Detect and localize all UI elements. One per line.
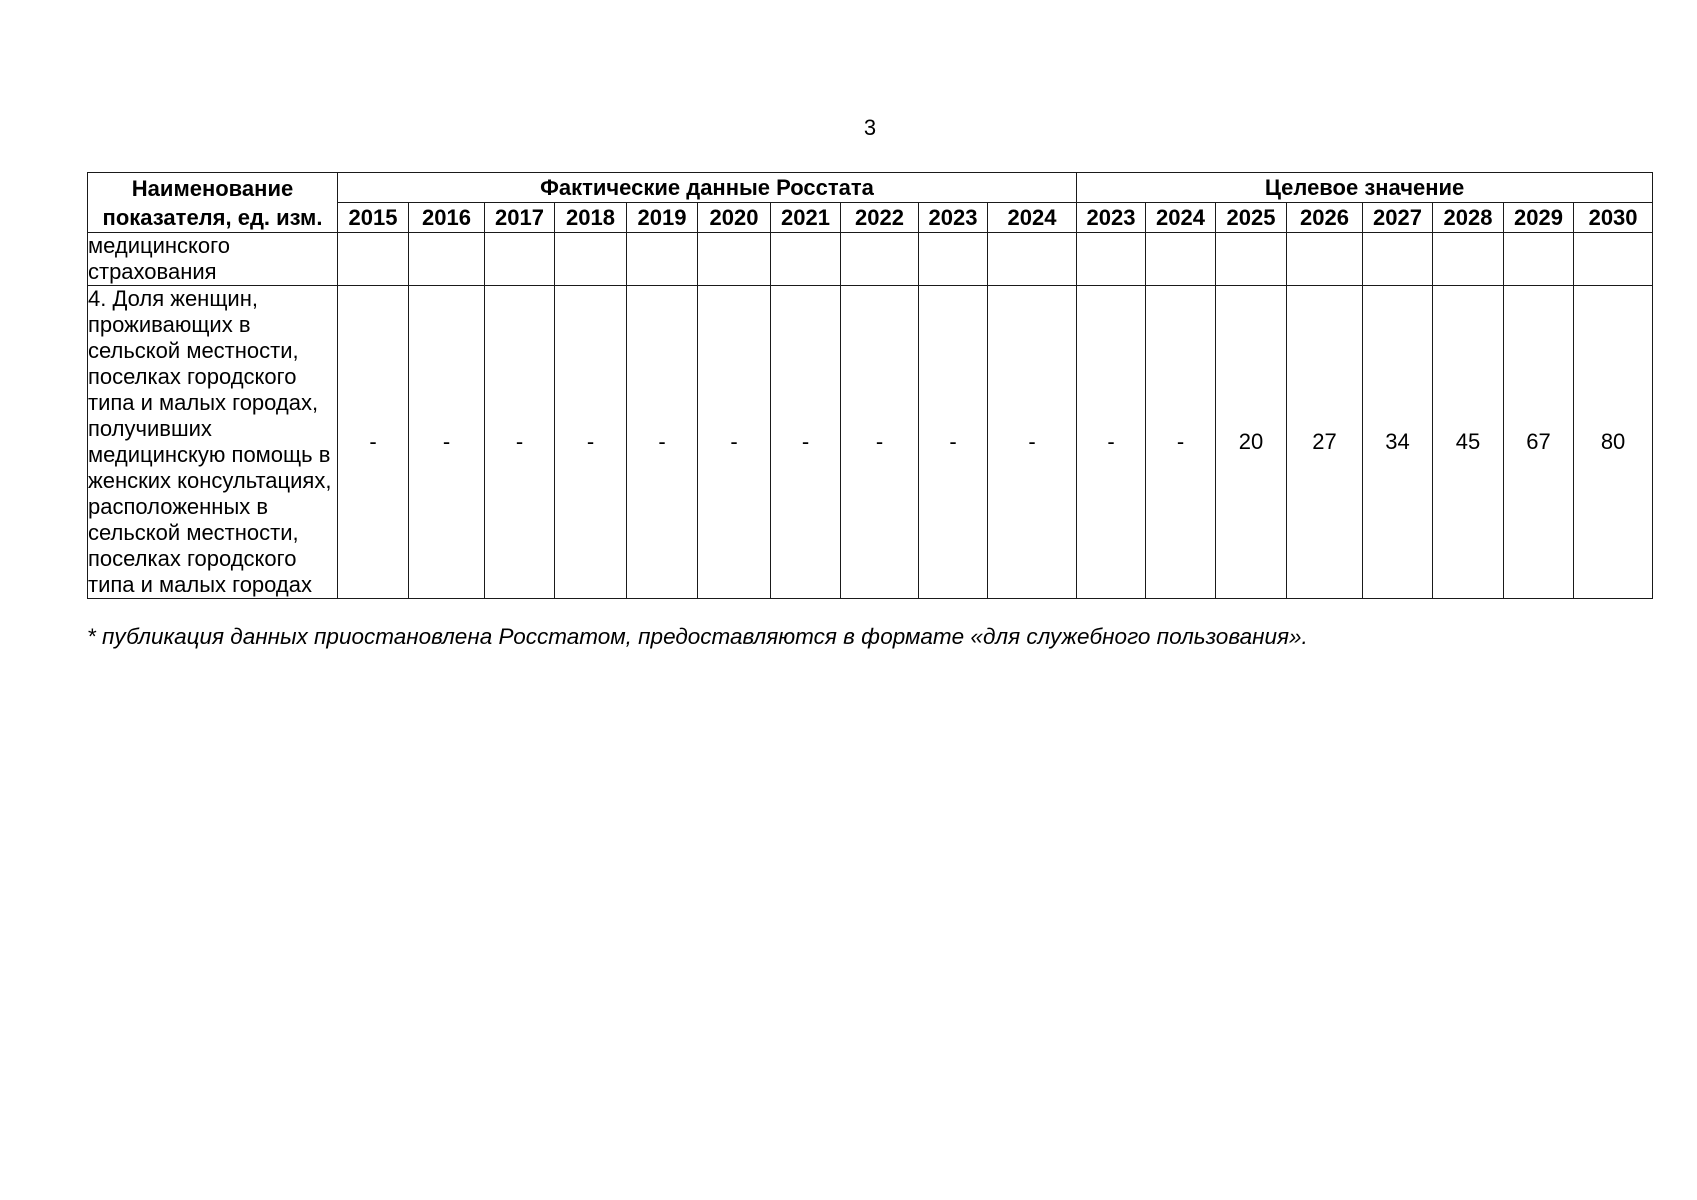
indicator-name-header: Наименование показателя, ед. изм. (88, 173, 338, 233)
year-header-target: 2028 (1433, 203, 1504, 233)
target-value-cell: 80 (1574, 286, 1653, 599)
actual-value-cell (841, 233, 919, 286)
target-value-cell (1077, 233, 1146, 286)
actual-value-cell: - (485, 286, 555, 599)
year-header-target: 2029 (1504, 203, 1574, 233)
indicator-name-cell: медицинского страхования (88, 233, 338, 286)
target-value-cell: - (1077, 286, 1146, 599)
actual-value-cell (988, 233, 1077, 286)
year-header-actual: 2017 (485, 203, 555, 233)
actual-value-cell: - (698, 286, 771, 599)
year-header-actual: 2021 (771, 203, 841, 233)
year-header-actual: 2019 (627, 203, 698, 233)
footnote: * публикация данных приостановлена Росстатом, предоставляются в формате «для служебного пользования». (87, 624, 1308, 649)
year-header-actual: 2015 (338, 203, 409, 233)
actual-value-cell (555, 233, 627, 286)
target-value-cell (1287, 233, 1363, 286)
year-header-actual: 2016 (409, 203, 485, 233)
year-header-target: 2025 (1216, 203, 1287, 233)
actual-data-group-header: Фактические данные Росстата (338, 173, 1077, 203)
actual-value-cell: - (409, 286, 485, 599)
target-value-cell (1363, 233, 1433, 286)
target-value-cell: 34 (1363, 286, 1433, 599)
target-value-cell (1216, 233, 1287, 286)
target-value-cell: 45 (1433, 286, 1504, 599)
actual-value-cell (771, 233, 841, 286)
target-value-cell: - (1146, 286, 1216, 599)
year-header-target: 2023 (1077, 203, 1146, 233)
target-value-group-header: Целевое значение (1077, 173, 1653, 203)
year-header-actual: 2024 (988, 203, 1077, 233)
year-header-target: 2024 (1146, 203, 1216, 233)
actual-value-cell: - (841, 286, 919, 599)
year-header-target: 2027 (1363, 203, 1433, 233)
actual-value-cell: - (338, 286, 409, 599)
actual-value-cell: - (988, 286, 1077, 599)
actual-value-cell: - (919, 286, 988, 599)
year-header-target: 2026 (1287, 203, 1363, 233)
indicator-name-cell: 4. Доля женщин, проживающих в сельской местности, поселках городского типа и малых городах, получивших медицинскую помощь в женских консультациях, расположенных в сельской местности, поселках городского типа и малых городах (88, 286, 338, 599)
year-header-actual: 2022 (841, 203, 919, 233)
target-value-cell (1433, 233, 1504, 286)
actual-value-cell (485, 233, 555, 286)
actual-value-cell: - (771, 286, 841, 599)
target-value-cell (1504, 233, 1574, 286)
year-header-actual: 2023 (919, 203, 988, 233)
actual-value-cell (698, 233, 771, 286)
table-row (88, 233, 1653, 286)
target-value-cell (1574, 233, 1653, 286)
actual-value-cell (919, 233, 988, 286)
target-value-cell (1146, 233, 1216, 286)
year-header-actual: 2018 (555, 203, 627, 233)
year-header-target: 2030 (1574, 203, 1653, 233)
table-body (88, 233, 1653, 599)
page-number: 3 (863, 115, 877, 140)
actual-value-cell (627, 233, 698, 286)
actual-value-cell (409, 233, 485, 286)
actual-value-cell (338, 233, 409, 286)
indicators-table (87, 172, 1653, 599)
actual-value-cell: - (627, 286, 698, 599)
target-value-cell: 20 (1216, 286, 1287, 599)
actual-value-cell: - (555, 286, 627, 599)
target-value-cell: 67 (1504, 286, 1574, 599)
target-value-cell: 27 (1287, 286, 1363, 599)
table-row (88, 286, 1653, 599)
year-header-actual: 2020 (698, 203, 771, 233)
